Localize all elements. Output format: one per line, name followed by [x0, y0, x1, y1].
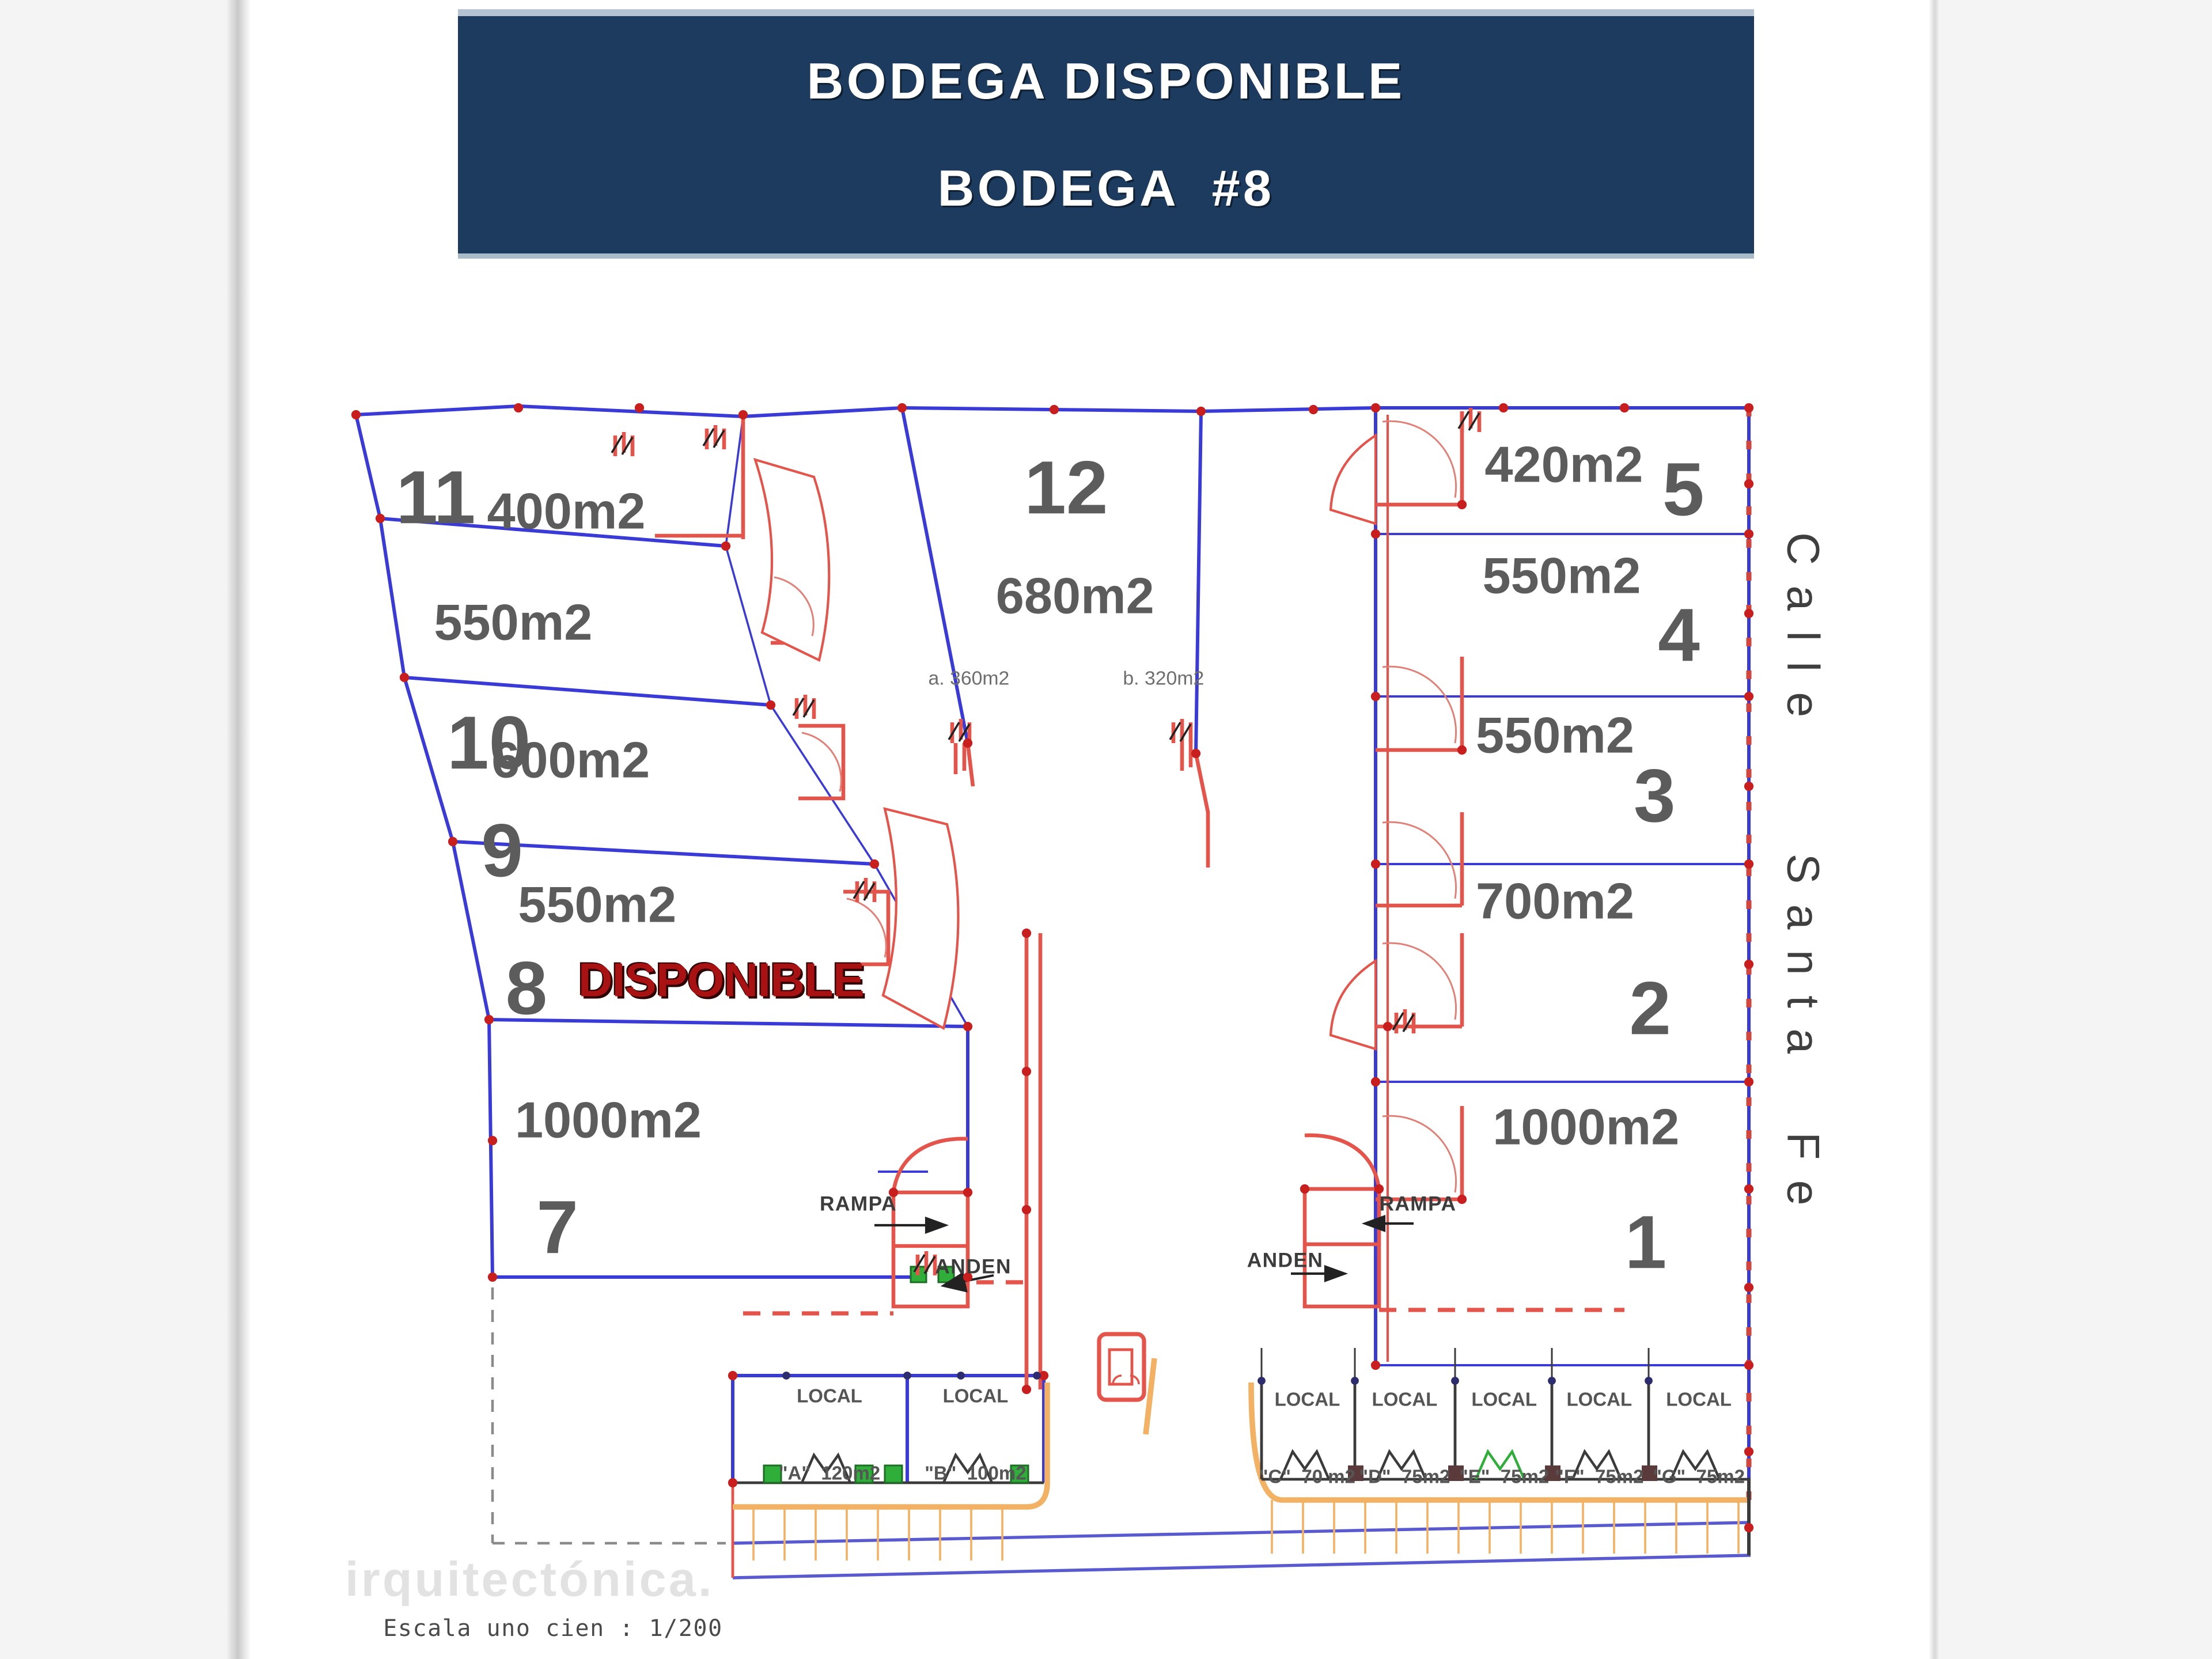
unit-7-number: 7: [536, 1185, 578, 1270]
unit-8-available-stamp: DISPONIBLE: [578, 953, 864, 1007]
local-c-label: [1259, 1336, 1355, 1541]
local-c-title: LOCAL: [1274, 1388, 1340, 1410]
local-e-label: [1459, 1336, 1549, 1541]
unit-2-number: 2: [1629, 966, 1671, 1051]
arrow-icons: [874, 1217, 1414, 1291]
unit-5-number: 5: [1662, 446, 1705, 531]
dashed-lot: [493, 1287, 726, 1543]
unit-2-area: 700m2: [1476, 872, 1635, 930]
local-a-detail: "A" 120m2: [778, 1462, 881, 1484]
unit-8-area: 550m2: [518, 876, 677, 933]
unit-12-number: 12: [1024, 445, 1108, 529]
local-b-label: [925, 1332, 1026, 1538]
local-b-detail: "B" 100m2: [925, 1462, 1027, 1484]
unit-11-area: 400m2: [487, 482, 646, 540]
unit-4-number: 4: [1658, 593, 1700, 677]
local-g-detail: "G" 75m2: [1653, 1465, 1745, 1487]
unit-9-number: 9: [481, 808, 523, 893]
door-arcs: [774, 421, 1456, 1192]
local-g-title: LOCAL: [1666, 1388, 1732, 1410]
unit-7-area: 1000m2: [514, 1091, 702, 1149]
unit-8-number: 8: [505, 946, 548, 1031]
local-g-label: [1653, 1336, 1745, 1541]
unit-12-section-a: a. 360m2: [928, 667, 1010, 690]
guard-booth: [1099, 1334, 1144, 1400]
unit-11-number: 11: [396, 455, 476, 540]
local-f-label: [1555, 1336, 1643, 1541]
local-e-detail: "E" 75m2: [1459, 1465, 1550, 1487]
unit-1-area: 1000m2: [1493, 1097, 1680, 1155]
unit-9-area: 600m2: [491, 731, 650, 789]
street-name: Calle Santa Fe: [1777, 532, 1828, 1226]
local-f-title: LOCAL: [1566, 1388, 1633, 1410]
unit-12-section-b: b. 320m2: [1123, 667, 1205, 690]
rampa-label-right: RAMPA: [1379, 1192, 1457, 1215]
anden-label-right: ANDEN: [1247, 1249, 1324, 1272]
rampa-label-left: RAMPA: [819, 1192, 897, 1215]
banner-subtitle: BODEGA #8: [937, 159, 1275, 217]
local-b-title: LOCAL: [942, 1385, 1009, 1407]
unit-12-area: 680m2: [995, 567, 1154, 624]
unit-10-number: 10: [447, 700, 531, 785]
local-a-title: LOCAL: [797, 1385, 862, 1407]
local-d-detail: "D" 75m2: [1359, 1465, 1450, 1487]
unit-1-number: 1: [1624, 1200, 1667, 1285]
local-e-title: LOCAL: [1471, 1388, 1537, 1410]
local-a-label: [779, 1332, 880, 1538]
anden-label-left: ANDEN: [935, 1255, 1012, 1278]
local-f-detail: "F" 75m2: [1555, 1465, 1644, 1487]
local-d-label: [1359, 1336, 1450, 1541]
scale-note: Escala uno cien : 1/200: [383, 1615, 723, 1642]
dashed-red-lines: [743, 1282, 1624, 1313]
unit-3-area: 550m2: [1476, 706, 1635, 764]
unit-3-number: 3: [1634, 753, 1676, 838]
unit-5-area: 420m2: [1484, 435, 1643, 493]
local-d-title: LOCAL: [1372, 1388, 1438, 1410]
unit-10-area: 550m2: [434, 593, 593, 651]
unit-4-area: 550m2: [1482, 547, 1641, 604]
banner-title: BODEGA DISPONIBLE: [806, 52, 1406, 109]
local-c-detail: "C" 70 m2: [1259, 1465, 1355, 1487]
watermark: irquitectónica.: [345, 1552, 714, 1607]
